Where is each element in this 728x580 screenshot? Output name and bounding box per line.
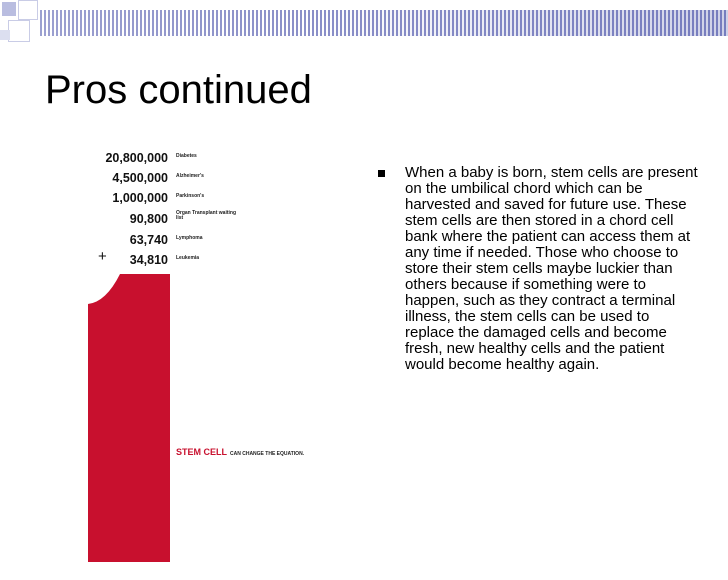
bullet-text: When a baby is born, stem cells are present on the umbilical chord which can be harvested and saved for future use. These stem cells are then stored in a chord cell bank where the patient can access them at any time if needed. Those who choose to store their stem cells maybe luckier than others because if something were to happen, such as they contract a terminal illness, the stem cells can be used to replace the damaged cells and become fresh, new healthy cells and the patient would become healthy again. xyxy=(405,164,698,373)
statistic-value: 63,740 xyxy=(129,233,168,247)
big-numeral-one xyxy=(88,274,288,580)
tagline-strong: STEM CELL xyxy=(176,447,227,457)
striped-band-shade xyxy=(40,10,728,36)
statistic-label: Organ Transplant waiting list xyxy=(176,210,237,221)
slide-title: Pros continued xyxy=(45,68,312,112)
statistic-value: 20,800,000 xyxy=(105,151,168,165)
statistic-row xyxy=(88,168,338,188)
deco-square xyxy=(2,2,16,16)
statistic-value: 1,000,000 xyxy=(112,191,168,205)
statistic-label: Diabetes xyxy=(176,153,197,159)
deco-square xyxy=(8,20,30,42)
stem-cell-graphic xyxy=(88,148,338,468)
statistic-value: 4,500,000 xyxy=(112,171,168,185)
statistic-row xyxy=(88,148,338,168)
statistic-row xyxy=(88,188,338,208)
statistic-row xyxy=(88,230,338,250)
statistic-label: Lymphoma xyxy=(176,235,203,241)
square-bullet-icon xyxy=(378,170,385,177)
statistic-value: 90,800 xyxy=(129,212,168,226)
statistic-label: Parkinson's xyxy=(176,193,205,199)
statistic-row xyxy=(88,250,338,270)
deco-square xyxy=(0,30,10,40)
deco-square xyxy=(18,0,38,20)
statistic-label: Leukemia xyxy=(176,255,200,261)
statistic-value: 34,810 xyxy=(129,253,168,267)
corner-squares xyxy=(0,0,40,46)
statistic-label: Alzheimer's xyxy=(176,173,204,179)
tagline-rest: CAN CHANGE THE EQUATION. xyxy=(230,451,305,457)
plus-sign: + xyxy=(98,248,107,265)
stem-cell-tagline xyxy=(176,442,304,460)
header-decoration xyxy=(0,0,728,46)
statistic-row xyxy=(88,209,338,229)
